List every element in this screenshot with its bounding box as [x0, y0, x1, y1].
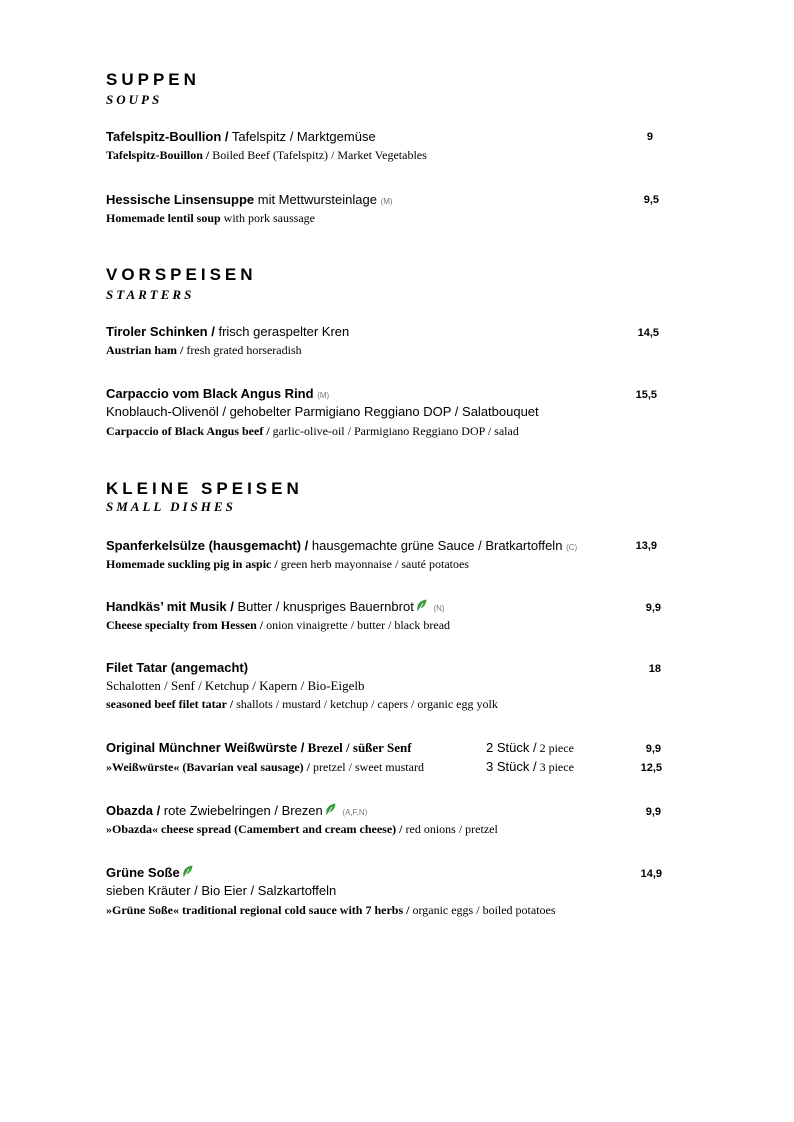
price: 15,5: [635, 389, 657, 401]
price: 12,5: [640, 762, 662, 774]
allergen-code: (C): [566, 543, 578, 552]
menu-item-name-en: Homemade suckling pig in aspic / green herb mayonnaise / sauté potatoes: [106, 557, 469, 571]
price: 14,5: [637, 327, 659, 339]
portion-size: 2 Stück / 2 piece: [486, 740, 574, 755]
menu-item-name-de: Tafelspitz-Boullion / Tafelspitz / Marktgemüse: [106, 129, 376, 144]
menu-item-desc-de: Knoblauch-Olivenöl / gehobelter Parmigiano Reggiano DOP / Salatbouquet: [106, 404, 539, 419]
menu-item-name-en: Carpaccio of Black Angus beef / garlic-olive-oil / Parmigiano Reggiano DOP / salad: [106, 424, 519, 438]
leaf-icon: [182, 865, 194, 879]
section-subtitle-soups: SOUPS: [106, 92, 163, 107]
menu-item-name-en: »Weißwürste« (Bavarian veal sausage) / pretzel / sweet mustard: [106, 760, 424, 774]
menu-item-name-en: Homemade lentil soup with pork saussage: [106, 211, 315, 225]
menu-item-name-de: Tiroler Schinken / frisch geraspelter Kren: [106, 324, 350, 339]
price: 9,5: [643, 194, 659, 206]
menu-item-name-de: Obazda / rote Zwiebelringen / Brezen (A,F,N): [106, 803, 368, 818]
price: 9,9: [645, 602, 661, 614]
section-subtitle-small-dishes: SMALL DISHES: [106, 499, 236, 514]
menu-item-name-de: Handkäs’ mit Musik / Butter / knuspriges Bauernbrot (N): [106, 599, 445, 614]
menu-item-name-de: Carpaccio vom Black Angus Rind (M): [106, 386, 330, 401]
section-title-vorspeisen: VORSPEISEN: [106, 265, 257, 284]
price: 14,9: [640, 868, 662, 880]
allergen-code: (M): [380, 197, 393, 206]
leaf-icon: [416, 599, 428, 613]
section-subtitle-starters: STARTERS: [106, 287, 195, 302]
section-title-kleine-speisen: KLEINE SPEISEN: [106, 479, 303, 498]
menu-item-name-en: »Obazda« cheese spread (Camembert and cream cheese) / red onions / pretzel: [106, 822, 498, 836]
menu-item-desc-de: sieben Kräuter / Bio Eier / Salzkartoffeln: [106, 883, 337, 898]
menu-item-desc-de: Schalotten / Senf / Ketchup / Kapern / Bio-Eigelb: [106, 678, 365, 693]
menu-item-name-de: Filet Tatar (angemacht): [106, 660, 249, 675]
menu-item-name-de: Grüne Soße: [106, 865, 196, 881]
leaf-icon: [325, 803, 337, 817]
menu-item-name-en: seasoned beef filet tatar / shallots / mustard / ketchup / capers / organic egg yolk: [106, 697, 498, 711]
portion-size: 3 Stück / 3 piece: [486, 759, 574, 774]
section-title-suppen: SUPPEN: [106, 70, 200, 89]
price: 18: [648, 663, 661, 675]
price: 13,9: [635, 540, 657, 552]
price: 9,9: [645, 743, 661, 755]
menu-item-name-en: Tafelspitz-Bouillon / Boiled Beef (Tafelspitz) / Market Vegetables: [106, 148, 427, 162]
allergen-code: (A,F,N): [342, 808, 368, 817]
price: 9,9: [645, 806, 661, 818]
menu-item-name-de: Original Münchner Weißwürste / Brezel / süßer Senf: [106, 740, 412, 755]
menu-item-name-de: Hessische Linsensuppe mit Mettwursteinlage (M): [106, 192, 393, 207]
menu-item-name-en: Austrian ham / fresh grated horseradish: [106, 343, 302, 357]
allergen-code: (M): [317, 391, 330, 400]
menu-item-name-en: Cheese specialty from Hessen / onion vinaigrette / butter / black bread: [106, 618, 451, 632]
allergen-code: (N): [433, 604, 445, 613]
menu-item-name-en: »Grüne Soße« traditional regional cold sauce with 7 herbs / organic eggs / boiled potatoes: [106, 903, 556, 917]
menu-item-name-de: Spanferkelsülze (hausgemacht) / hausgemachte grüne Sauce / Bratkartoffeln (C): [106, 538, 578, 553]
price: 9: [646, 131, 653, 143]
